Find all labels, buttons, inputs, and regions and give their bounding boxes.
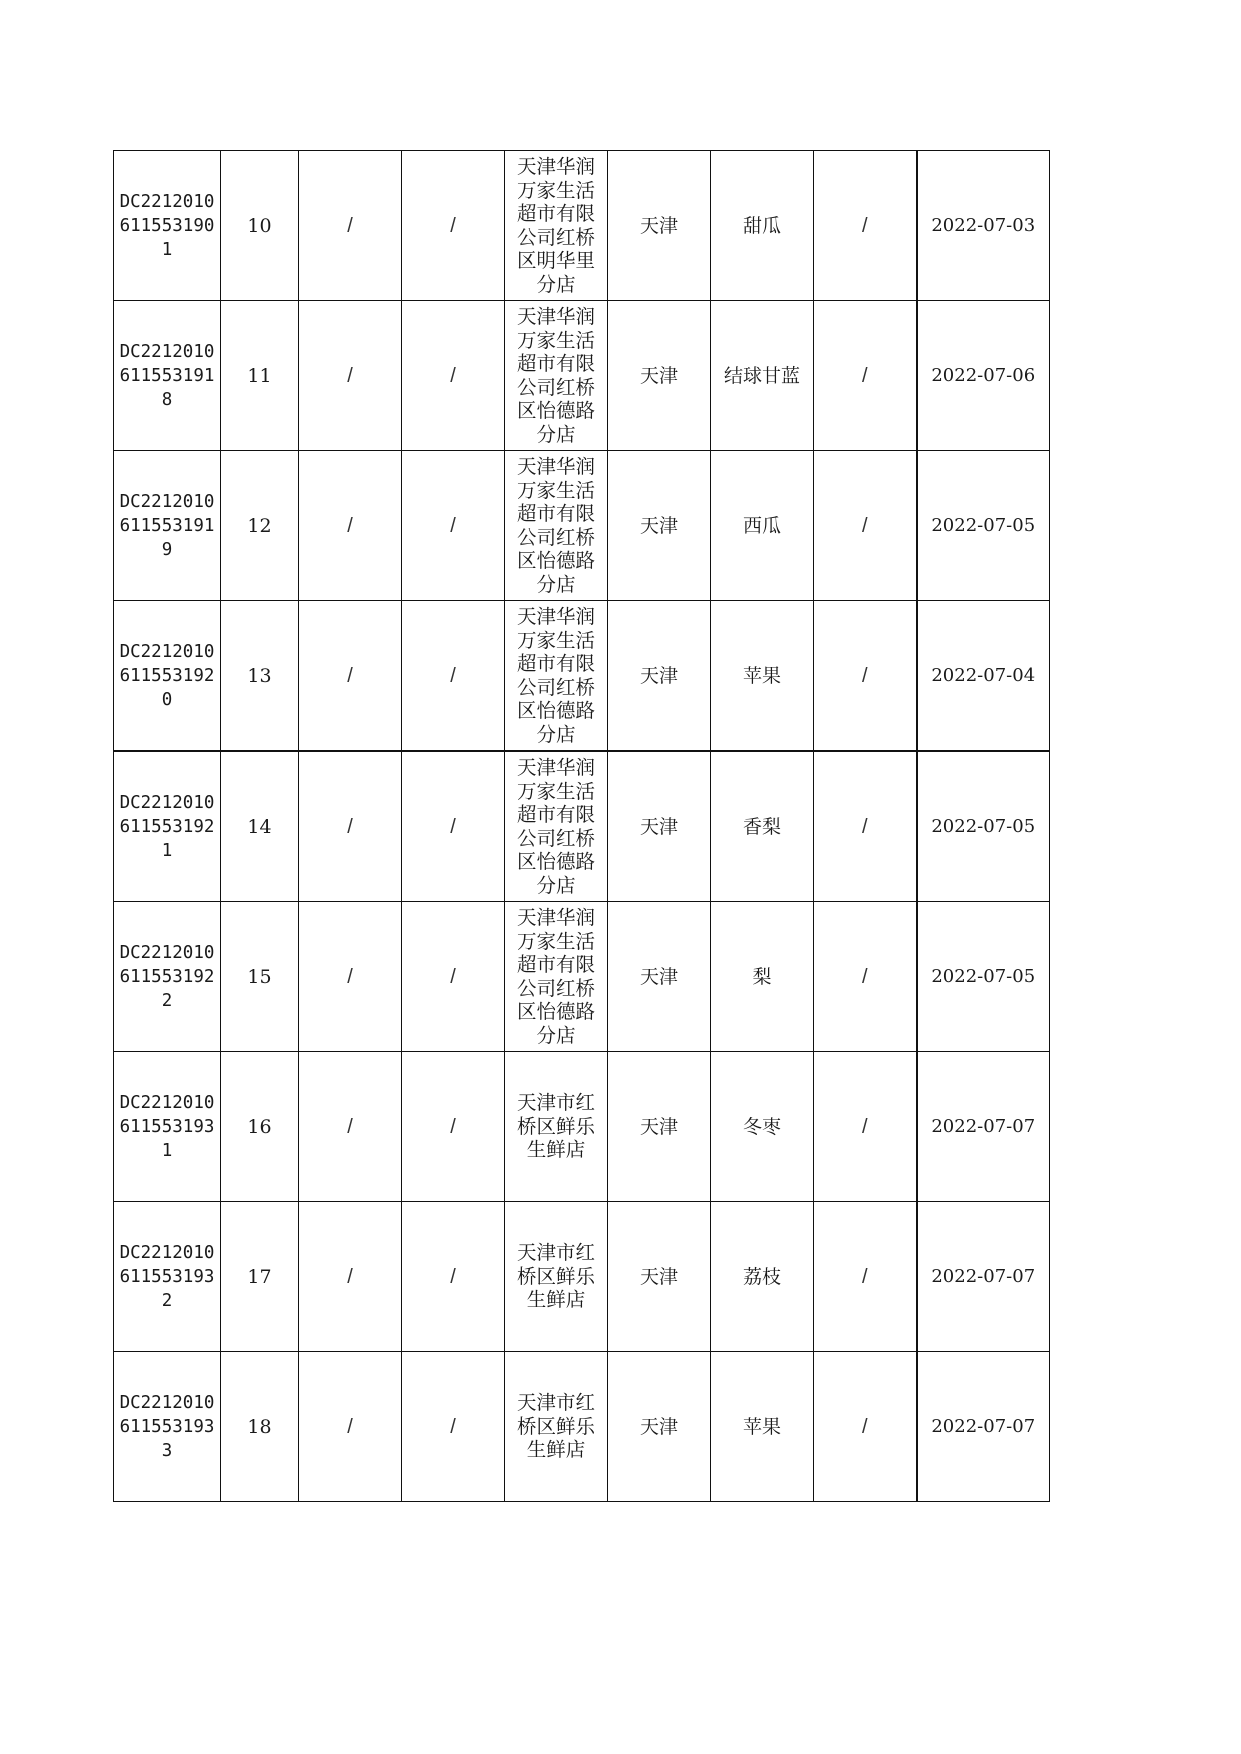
region-cell: 天津 [608,902,711,1052]
empty-value-cell: / [299,301,402,451]
empty-value-cell: / [299,601,402,752]
table-row [114,1202,1050,1352]
empty-value-cell: / [299,1352,402,1502]
empty-value-cell: / [402,902,505,1052]
table-row [114,902,1050,1052]
empty-value-cell: / [402,1202,505,1352]
sequence-cell: 12 [221,451,299,601]
date-cell: 2022-07-07 [917,1052,1050,1202]
sequence-cell: 18 [221,1352,299,1502]
product-name-cell: 荔枝 [711,1202,814,1352]
date-cell: 2022-07-03 [917,151,1050,301]
table-row [114,601,1050,752]
empty-value-cell: / [402,151,505,301]
table-row [114,751,1050,902]
region-cell: 天津 [608,601,711,752]
empty-value-cell: / [814,902,917,1052]
product-name-cell: 梨 [711,902,814,1052]
seller-name-cell: 天津华润万家生活超市有限公司红桥区明华里分店 [505,151,608,301]
empty-value-cell: / [402,751,505,902]
sample-code-cell: DC22120106115531921 [114,751,221,902]
date-cell: 2022-07-05 [917,451,1050,601]
seller-name-cell: 天津华润万家生活超市有限公司红桥区怡德路分店 [505,902,608,1052]
sequence-cell: 16 [221,1052,299,1202]
sequence-cell: 17 [221,1202,299,1352]
seller-name-cell: 天津市红桥区鲜乐生鲜店 [505,1352,608,1502]
empty-value-cell: / [814,1052,917,1202]
empty-value-cell: / [814,301,917,451]
empty-value-cell: / [299,1202,402,1352]
sample-code-cell: DC22120106115531931 [114,1052,221,1202]
table-row [114,1052,1050,1202]
empty-value-cell: / [299,902,402,1052]
product-name-cell: 冬枣 [711,1052,814,1202]
sequence-cell: 15 [221,902,299,1052]
table-row [114,151,1050,301]
empty-value-cell: / [814,451,917,601]
sampling-table [113,150,1050,1502]
sample-code-cell: DC22120106115531933 [114,1352,221,1502]
sample-code-cell: DC22120106115531919 [114,451,221,601]
product-name-cell: 结球甘蓝 [711,301,814,451]
seller-name-cell: 天津市红桥区鲜乐生鲜店 [505,1052,608,1202]
seller-name-cell: 天津华润万家生活超市有限公司红桥区怡德路分店 [505,451,608,601]
sample-code-cell: DC22120106115531918 [114,301,221,451]
product-name-cell: 甜瓜 [711,151,814,301]
product-name-cell: 西瓜 [711,451,814,601]
product-name-cell: 香梨 [711,751,814,902]
product-name-cell: 苹果 [711,601,814,752]
sequence-cell: 14 [221,751,299,902]
date-cell: 2022-07-07 [917,1352,1050,1502]
seller-name-cell: 天津华润万家生活超市有限公司红桥区怡德路分店 [505,751,608,902]
region-cell: 天津 [608,151,711,301]
seller-name-cell: 天津市红桥区鲜乐生鲜店 [505,1202,608,1352]
date-cell: 2022-07-04 [917,601,1050,752]
empty-value-cell: / [814,601,917,752]
empty-value-cell: / [814,151,917,301]
date-cell: 2022-07-06 [917,301,1050,451]
empty-value-cell: / [299,151,402,301]
empty-value-cell: / [402,301,505,451]
empty-value-cell: / [402,1352,505,1502]
sample-code-cell: DC22120106115531901 [114,151,221,301]
sample-code-cell: DC22120106115531922 [114,902,221,1052]
table-row [114,301,1050,451]
seller-name-cell: 天津华润万家生活超市有限公司红桥区怡德路分店 [505,301,608,451]
empty-value-cell: / [814,1202,917,1352]
date-cell: 2022-07-05 [917,751,1050,902]
empty-value-cell: / [299,751,402,902]
empty-value-cell: / [814,1352,917,1502]
empty-value-cell: / [402,1052,505,1202]
sequence-cell: 11 [221,301,299,451]
seller-name-cell: 天津华润万家生活超市有限公司红桥区怡德路分店 [505,601,608,752]
empty-value-cell: / [299,1052,402,1202]
product-name-cell: 苹果 [711,1352,814,1502]
table-row [114,1352,1050,1502]
table-row [114,451,1050,601]
date-cell: 2022-07-05 [917,902,1050,1052]
sequence-cell: 10 [221,151,299,301]
empty-value-cell: / [402,451,505,601]
region-cell: 天津 [608,451,711,601]
sample-code-cell: DC22120106115531920 [114,601,221,752]
date-cell: 2022-07-07 [917,1202,1050,1352]
region-cell: 天津 [608,751,711,902]
region-cell: 天津 [608,1052,711,1202]
region-cell: 天津 [608,301,711,451]
empty-value-cell: / [402,601,505,752]
sample-code-cell: DC22120106115531932 [114,1202,221,1352]
region-cell: 天津 [608,1352,711,1502]
empty-value-cell: / [299,451,402,601]
region-cell: 天津 [608,1202,711,1352]
empty-value-cell: / [814,751,917,902]
sequence-cell: 13 [221,601,299,752]
